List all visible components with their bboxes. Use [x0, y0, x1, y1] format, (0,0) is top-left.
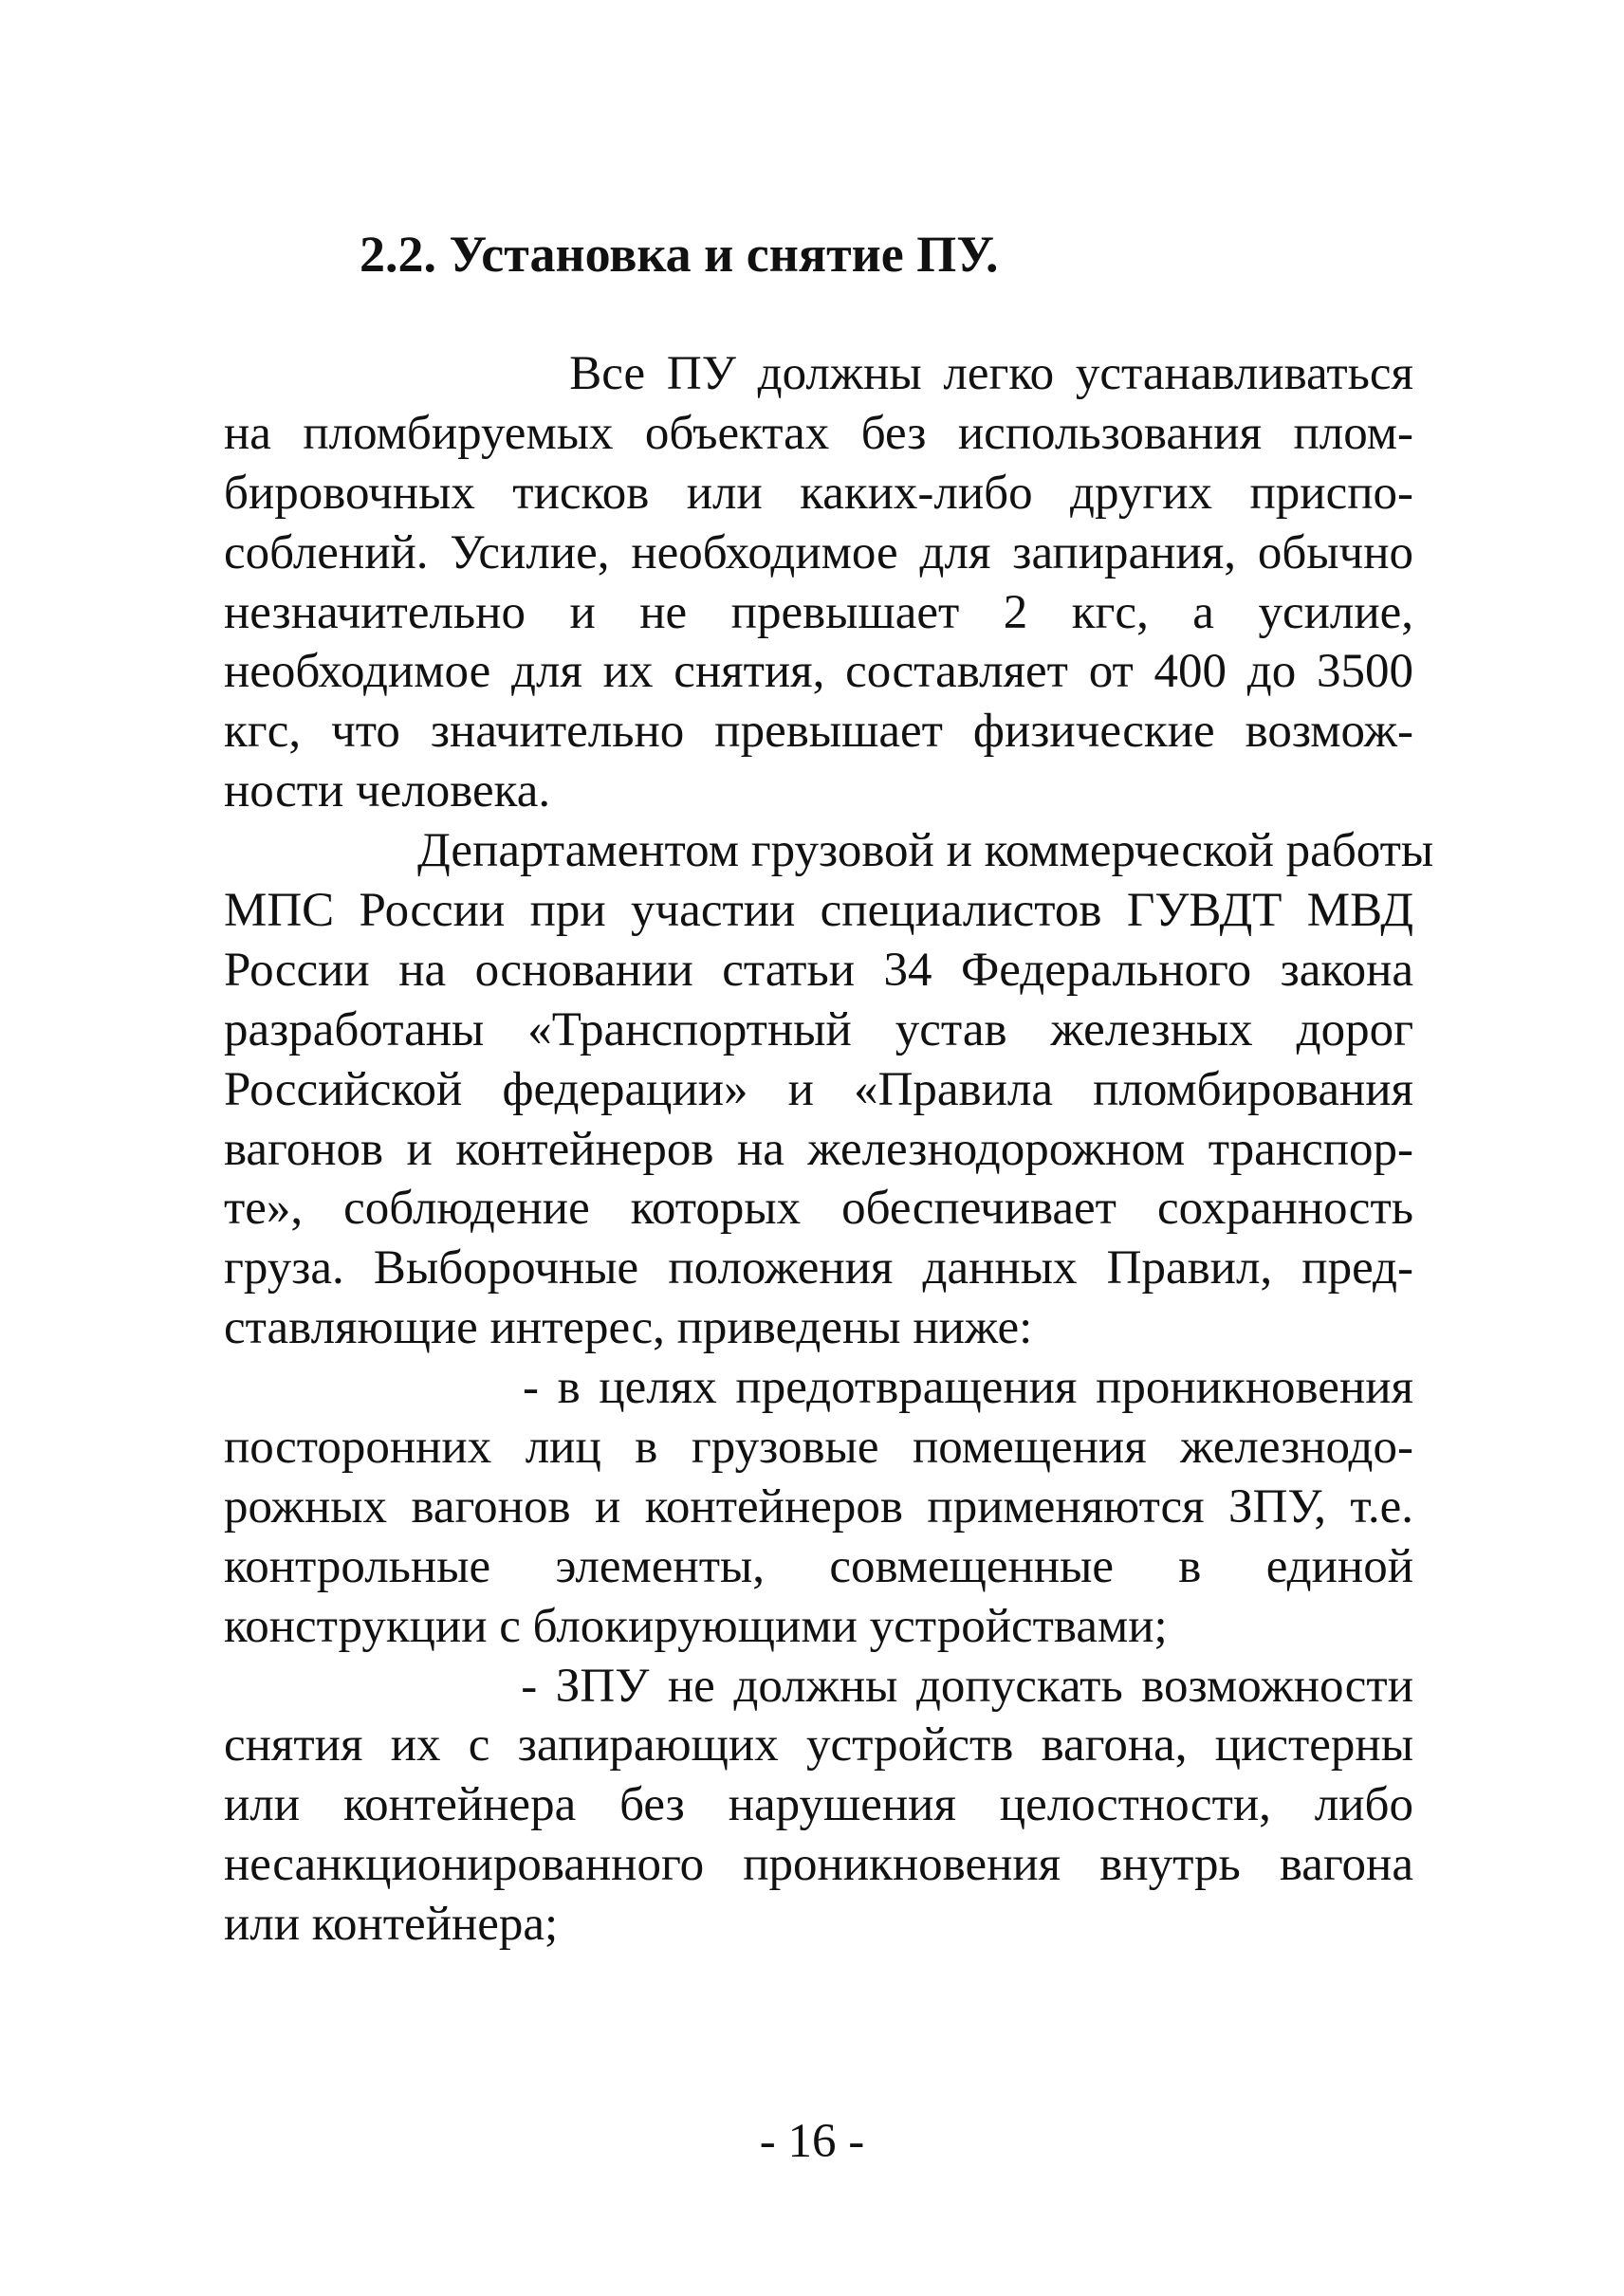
text-line: вагонов и контейнеров на железнодорожном транспор- — [224, 1122, 1413, 1176]
page-number: - 16 - — [759, 2115, 865, 2168]
text-line: на пломбируемых объектах без использования плом- — [224, 406, 1413, 460]
text-line: Департаментом грузовой и коммерческой работы — [224, 824, 1434, 878]
text-line: Российской федерации» и «Правила пломбирования — [224, 1062, 1413, 1116]
text-line: кгс, что значительно превышает физические возмож- — [224, 705, 1413, 759]
body-text — [224, 344, 1434, 1955]
text-line: конструкции с блокирующими устройствами; — [224, 1599, 1168, 1653]
text-line: груза. Выборочные положения данных Правил, пред- — [224, 1241, 1413, 1295]
text-line: снятия их с запирающих устройств вагона, цистерны — [224, 1718, 1413, 1773]
section-heading: 2.2. Установка и снятие ПУ. — [360, 226, 999, 283]
text-line: разработаны «Транспортный устав железных дорог — [224, 1002, 1413, 1056]
text-line: посторонних лиц в грузовые помещения железнодо- — [224, 1421, 1413, 1475]
text-line: или контейнера без нарушения целостности, либо — [224, 1778, 1413, 1832]
text-line: рожных вагонов и контейнеров применяются ЗПУ, т.е. — [224, 1479, 1413, 1534]
text-line: незначительно и не превышает 2 кгс, а усилие, — [224, 585, 1413, 639]
paragraph-rules-development — [224, 821, 1434, 1358]
text-line: Все ПУ должны легко устанавливаться — [224, 347, 1413, 400]
text-line: несанкционированного проникновения внутрь вагона — [224, 1838, 1413, 1892]
text-line: бировочных тисков или каких-либо других приспо- — [224, 466, 1413, 520]
text-line: России на основании статьи 34 Федерального закона — [224, 943, 1413, 997]
list-item-zpu-purpose — [224, 1358, 1413, 1656]
text-line: необходимое для их снятия, составляет от 400 до 3500 — [224, 645, 1413, 699]
text-line: - ЗПУ не должны допускать возможности — [224, 1659, 1413, 1713]
text-line: те», соблюдение которых обеспечивает сохранность — [224, 1182, 1413, 1236]
text-line: - в целях предотвращения проникновения — [224, 1361, 1413, 1415]
text-line: ставляющие интерес, приведены ниже: — [224, 1301, 1033, 1355]
paragraph-installation-force — [224, 344, 1413, 821]
text-line: или контейнера; — [224, 1898, 559, 1952]
text-line: контрольные элементы, совмещенные в единой — [224, 1539, 1413, 1593]
text-line: ности человека. — [224, 764, 551, 818]
list-item-zpu-requirements — [224, 1657, 1413, 1955]
text-line: МПС России при участии специалистов ГУВДТ МВД — [224, 884, 1413, 938]
text-line: соблений. Усилие, необходимое для запирания, обычно — [224, 525, 1413, 579]
